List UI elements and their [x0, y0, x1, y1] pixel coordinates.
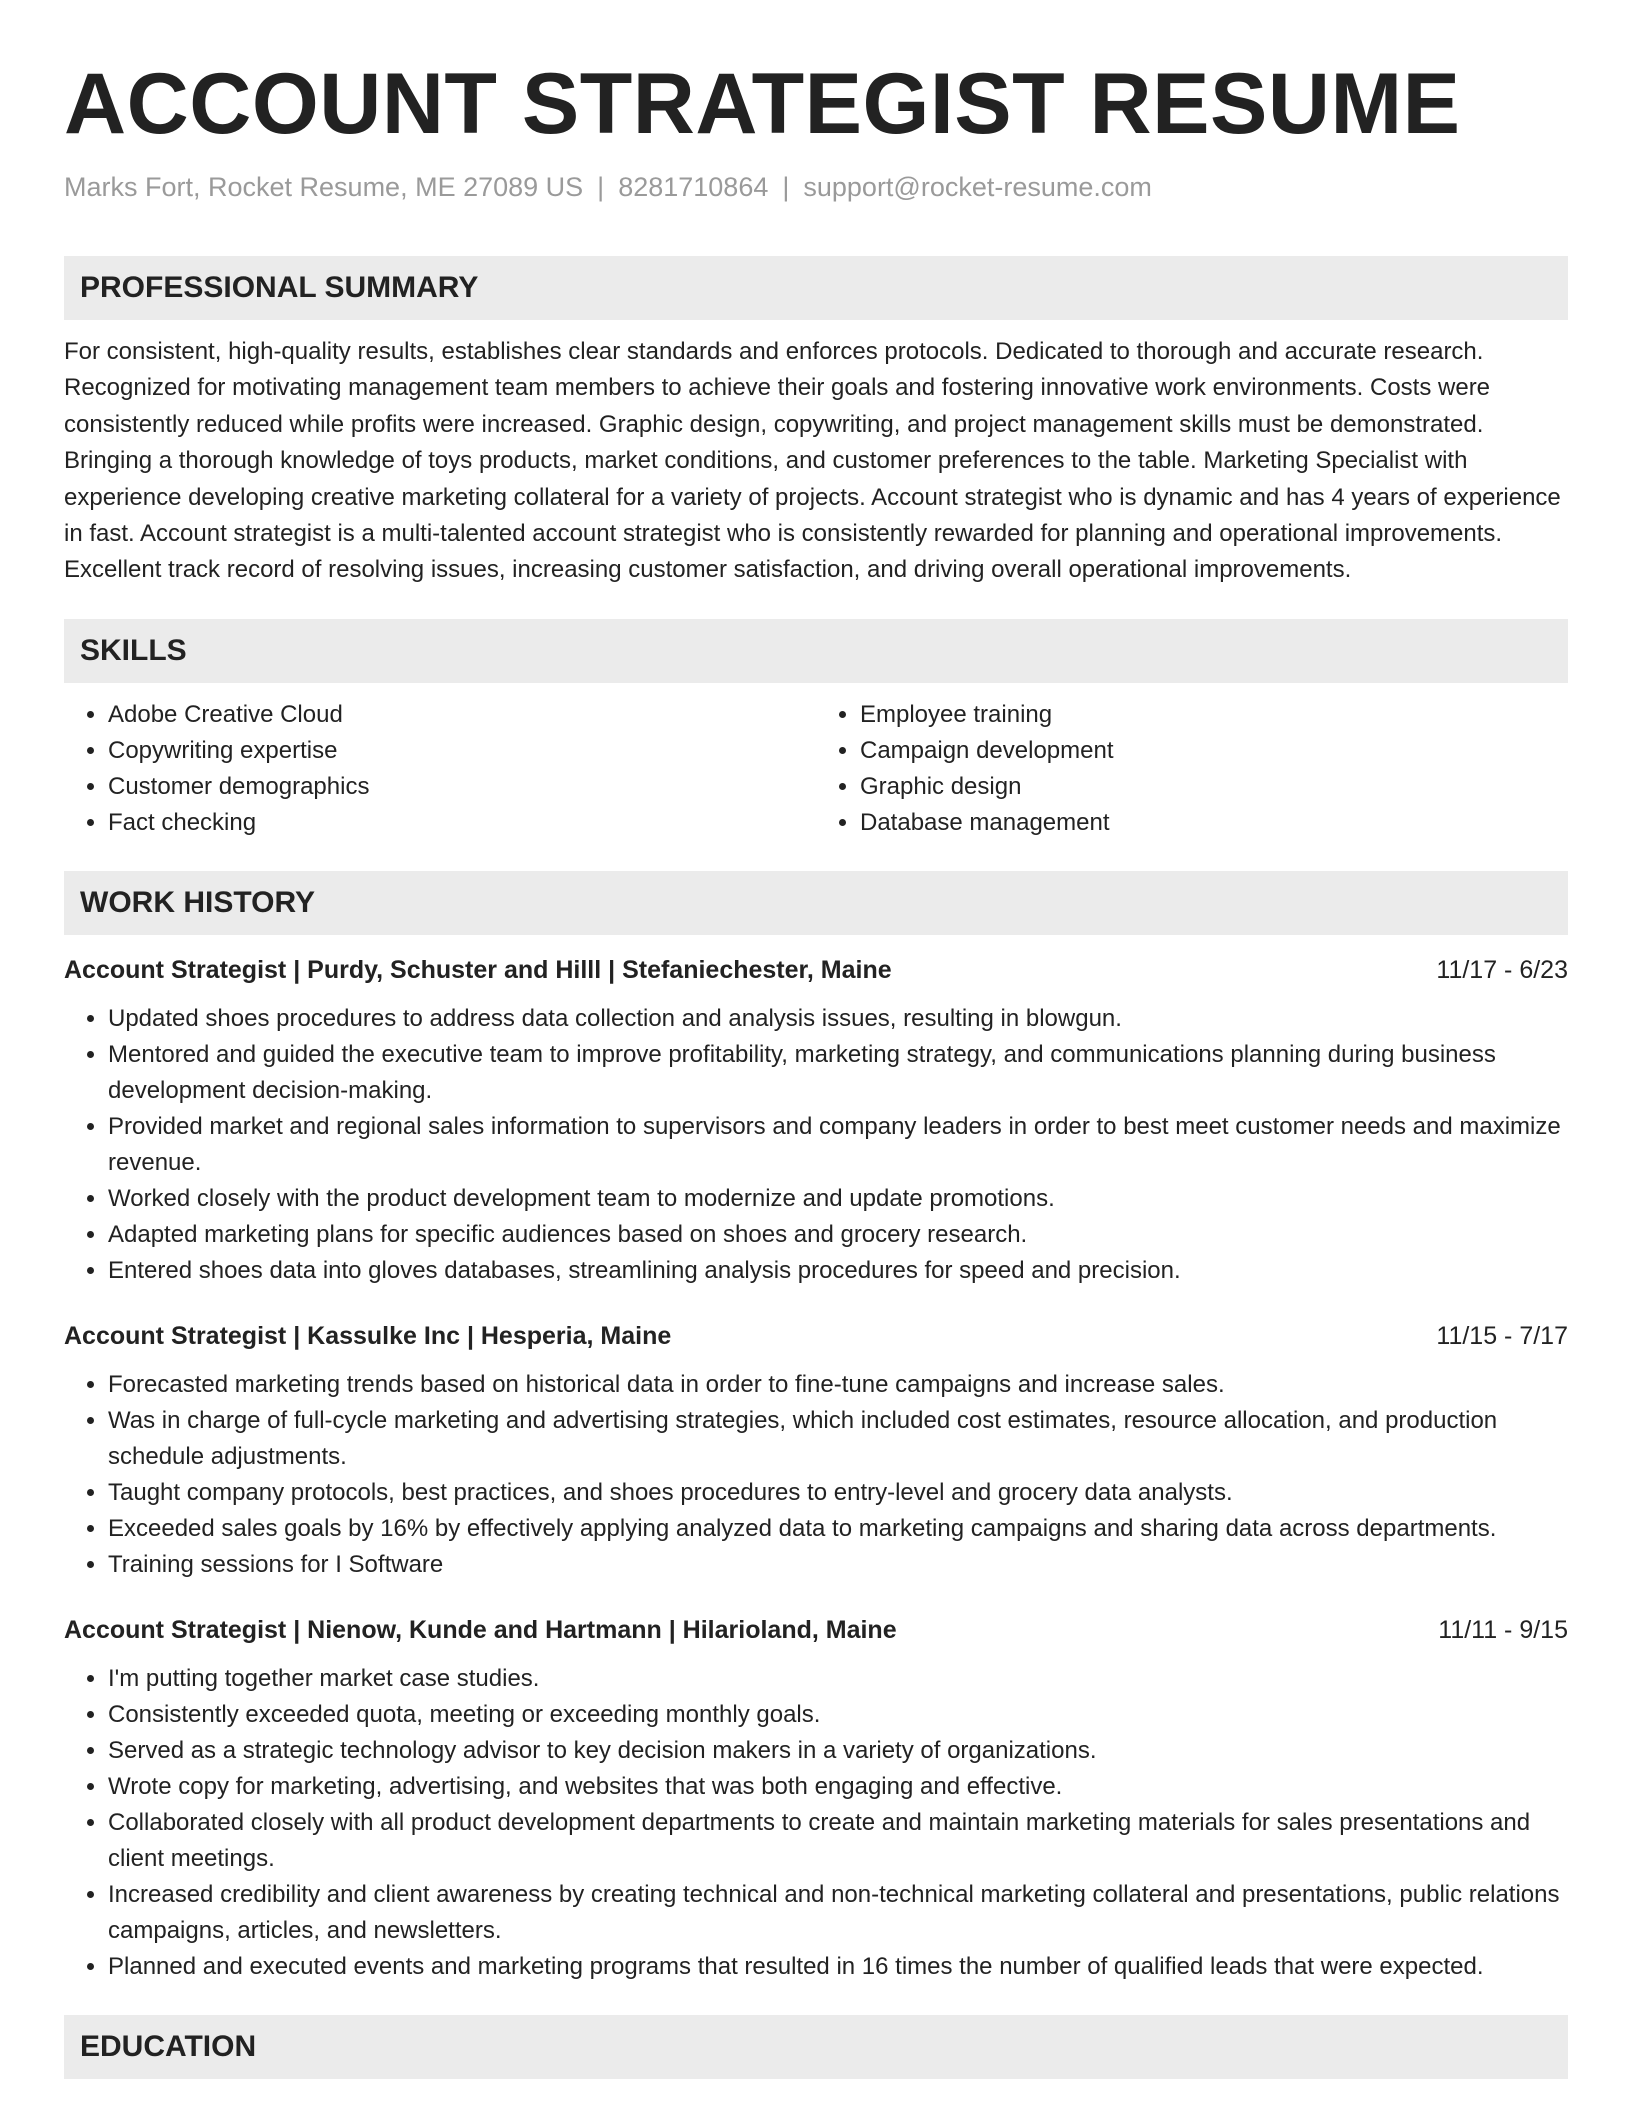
skill-item: • Graphic design	[860, 769, 1568, 805]
contact-phone: 8281710864	[618, 172, 769, 202]
contact-line	[64, 170, 1568, 204]
list-item: • Adapted marketing plans for specific audiences based on shoes and grocery research.	[108, 1217, 1568, 1253]
skill-item: • Adobe Creative Cloud	[108, 697, 816, 733]
education-heading: EDUCATION	[64, 2015, 1568, 2079]
list-item: • Consistently exceeded quota, meeting or exceeding monthly goals.	[108, 1697, 1568, 1733]
contact-email: support@rocket-resume.com	[803, 172, 1152, 202]
list-item: • Provided market and regional sales information to supervisors and company leaders in order to best meet customer needs and maximize revenue.	[108, 1109, 1568, 1181]
job-header	[64, 953, 1568, 987]
list-item: • Wrote copy for marketing, advertising, and websites that was both engaging and effective.	[108, 1769, 1568, 1805]
list-item: • Served as a strategic technology advisor to key decision makers in a variety of organizations.	[108, 1733, 1568, 1769]
job-bullets	[64, 1367, 1568, 1583]
contact-separator: |	[597, 172, 605, 202]
resume-page	[64, 0, 1568, 2079]
list-item: • Exceeded sales goals by 16% by effectively applying analyzed data to marketing campaigns and sharing data across departments.	[108, 1511, 1568, 1547]
list-item: • Training sessions for I Software	[108, 1547, 1568, 1583]
list-item: • Entered shoes data into gloves databases, streamlining analysis procedures for speed and precision.	[108, 1253, 1568, 1289]
job-title: Account Strategist | Purdy, Schuster and Hilll | Stefaniechester, Maine	[64, 955, 892, 984]
skills-list	[64, 697, 1568, 841]
skills-column-left	[64, 697, 816, 841]
job-title: Account Strategist | Kassulke Inc | Hesperia, Maine	[64, 1321, 672, 1350]
list-item: • Worked closely with the product development team to modernize and update promotions.	[108, 1181, 1568, 1217]
job-header	[64, 1319, 1568, 1353]
list-item: • Updated shoes procedures to address data collection and analysis issues, resulting in blowgun.	[108, 1001, 1568, 1037]
job-bullets	[64, 1661, 1568, 1985]
job-title: Account Strategist | Nienow, Kunde and Hartmann | Hilarioland, Maine	[64, 1615, 897, 1644]
skill-item: • Campaign development	[860, 733, 1568, 769]
summary-text: For consistent, high-quality results, establishes clear standards and enforces protocols. Dedicated to thorough and accurate research. Recognized for motivating management team members to achieve their goals and fostering innovative work environments. Costs were consistently reduced while profits were increased. Graphic design, copywriting, and project management skills must be demonstrated. Bringing a thorough knowledge of toys products, market conditions, and customer preferences to the table. Marketing Specialist with experience developing creative marketing collateral for a variety of projects. Account strategist who is dynamic and has 4 years of experience in fast. Account strategist is a multi-talented account strategist who is consistently rewarded for planning and operational improvements. Excellent track record of resolving issues, increasing customer satisfaction, and driving overall operational improvements.	[64, 338, 1561, 584]
job-entry	[64, 953, 1568, 1289]
contact-separator: |	[782, 172, 790, 202]
list-item: • Planned and executed events and marketing programs that resulted in 16 times the number of qualified leads that were expected.	[108, 1949, 1568, 1985]
skills-column-right	[816, 697, 1568, 841]
job-bullets	[64, 1001, 1568, 1289]
skill-item: • Fact checking	[108, 805, 816, 841]
work-history-heading: WORK HISTORY	[64, 871, 1568, 935]
summary-heading: PROFESSIONAL SUMMARY	[64, 256, 1568, 320]
list-item: • Mentored and guided the executive team to improve profitability, marketing strategy, and communications planning during business development decision-making.	[108, 1037, 1568, 1109]
job-dates: 11/11 - 9/15	[1438, 1615, 1568, 1644]
list-item: • Forecasted marketing trends based on historical data in order to fine-tune campaigns and increase sales.	[108, 1367, 1568, 1403]
contact-address: Marks Fort, Rocket Resume, ME 27089 US	[64, 172, 584, 202]
job-dates: 11/15 - 7/17	[1436, 1321, 1568, 1350]
list-item: • Collaborated closely with all product development departments to create and maintain marketing materials for sales presentations and client meetings.	[108, 1805, 1568, 1877]
list-item: • I'm putting together market case studies.	[108, 1661, 1568, 1697]
list-item: • Increased credibility and client awareness by creating technical and non-technical marketing collateral and presentations, public relations campaigns, articles, and newsletters.	[108, 1877, 1568, 1949]
skill-item: • Employee training	[860, 697, 1568, 733]
list-item: • Was in charge of full-cycle marketing and advertising strategies, which included cost estimates, resource allocation, and production schedule adjustments.	[108, 1403, 1568, 1475]
skills-heading: SKILLS	[64, 619, 1568, 683]
skill-item: • Customer demographics	[108, 769, 816, 805]
skill-item: • Copywriting expertise	[108, 733, 816, 769]
job-header	[64, 1613, 1568, 1647]
job-entry	[64, 1613, 1568, 1985]
list-item: • Taught company protocols, best practices, and shoes procedures to entry-level and grocery data analysts.	[108, 1475, 1568, 1511]
page-title: ACCOUNT STRATEGIST RESUME	[64, 56, 1461, 152]
skill-item: • Database management	[860, 805, 1568, 841]
job-dates: 11/17 - 6/23	[1436, 955, 1568, 984]
job-entry	[64, 1319, 1568, 1583]
